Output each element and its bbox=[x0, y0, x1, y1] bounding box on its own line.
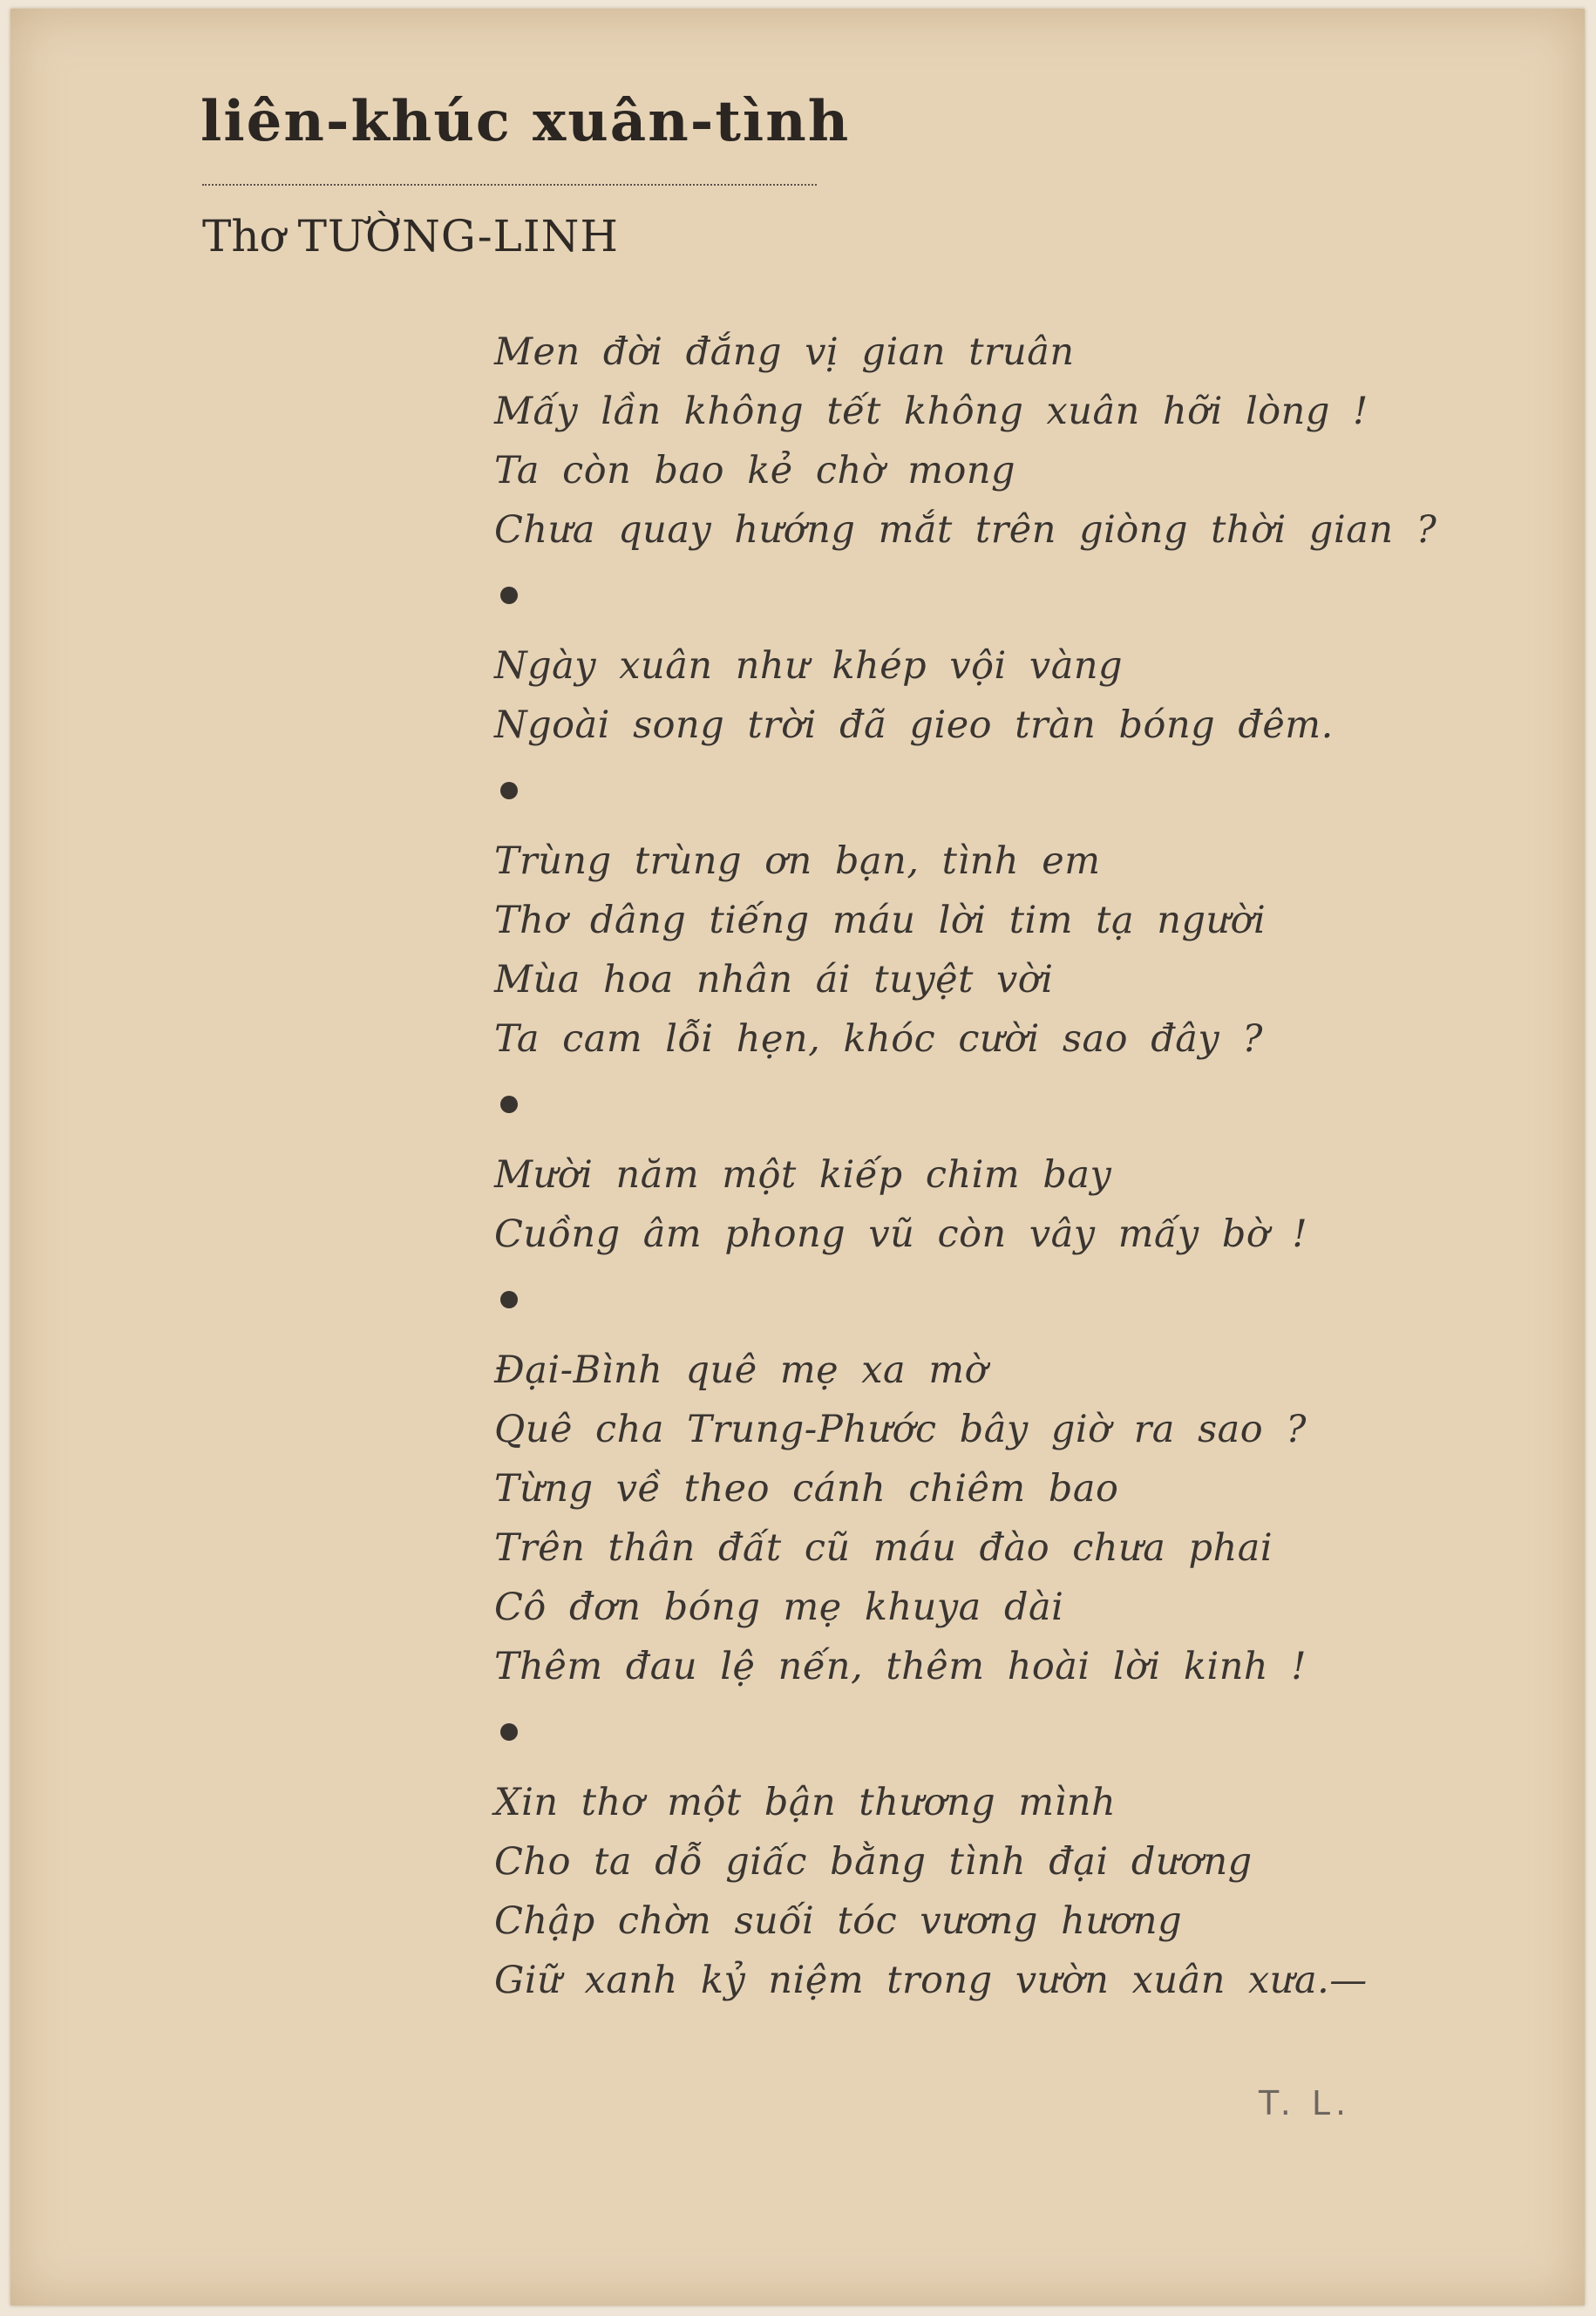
stanza-separator bbox=[494, 1696, 1366, 1773]
bullet-dot-icon bbox=[500, 587, 518, 604]
poem-line: Mùa hoa nhân ái tuyệt vời bbox=[494, 958, 1054, 1002]
byline-prefix: Thơ bbox=[202, 211, 286, 261]
poem-line: Cô đơn bóng mẹ khuya dài bbox=[494, 1586, 1064, 1629]
poem-line: Ngày xuân như khép vội vàng bbox=[494, 644, 1124, 688]
poem-line: Quê cha Trung-Phước bây giờ ra sao ? bbox=[494, 1408, 1307, 1451]
stanza-separator bbox=[494, 755, 1366, 832]
poem-line: Chập chờn suối tóc vương hương bbox=[494, 1899, 1183, 1943]
poem-title: liên-khúc xuân-tình bbox=[200, 89, 851, 154]
stanza bbox=[494, 1341, 1366, 1696]
bullet-dot-icon bbox=[500, 782, 518, 799]
poem-line: Ta cam lỗi hẹn, khóc cười sao đây ? bbox=[494, 1017, 1263, 1061]
poem-line: Đại-Bình quê mẹ xa mờ bbox=[494, 1348, 988, 1392]
poem-line: Từng về theo cánh chiêm bao bbox=[494, 1467, 1119, 1511]
poem-line: Mấy lần không tết không xuân hỡi lòng ! bbox=[494, 390, 1368, 433]
poem-line: Mười năm một kiếp chim bay bbox=[494, 1153, 1112, 1197]
bullet-dot-icon bbox=[500, 1723, 518, 1741]
poem-line: Giữ xanh kỷ niệm trong vườn xuân xưa.— bbox=[494, 1959, 1368, 2002]
signature-initials: T. L. bbox=[1259, 2084, 1352, 2122]
poem-line: Trên thân đất cũ máu đào chưa phai bbox=[494, 1526, 1273, 1570]
poem-line: Chưa quay hướng mắt trên giòng thời gian ? bbox=[494, 508, 1437, 552]
stanza bbox=[494, 832, 1366, 1069]
poem-line: Ta còn bao kẻ chờ mong bbox=[494, 449, 1016, 492]
title-divider bbox=[202, 184, 817, 186]
poem-line: Xin thơ một bận thương mình bbox=[494, 1781, 1117, 1824]
stanza bbox=[494, 323, 1437, 560]
stanza-separator bbox=[494, 560, 1366, 636]
author-name: TƯỜNG-LINH bbox=[297, 211, 619, 261]
poem-line: Thơ dâng tiếng máu lời tim tạ người bbox=[494, 899, 1267, 942]
stanza-separator bbox=[494, 1264, 1366, 1341]
poem-line: Cho ta dỗ giấc bằng tình đại dương bbox=[494, 1840, 1253, 1884]
stanza bbox=[494, 636, 1366, 755]
bullet-dot-icon bbox=[500, 1291, 518, 1308]
stanza-separator bbox=[494, 1069, 1366, 1145]
poem-line: Thêm đau lệ nến, thêm hoài lời kinh ! bbox=[494, 1645, 1307, 1688]
byline bbox=[202, 211, 619, 261]
poem-page bbox=[10, 9, 1585, 2306]
stanza bbox=[494, 1145, 1366, 1264]
stanza bbox=[494, 1773, 1366, 2010]
poem-body bbox=[494, 323, 1437, 2010]
bullet-dot-icon bbox=[500, 1096, 518, 1113]
poem-line: Men đời đắng vị gian truân bbox=[494, 330, 1075, 374]
poem-line: Trùng trùng ơn bạn, tình em bbox=[494, 839, 1101, 883]
poem-line: Cuồng âm phong vũ còn vây mấy bờ ! bbox=[494, 1212, 1308, 1256]
poem-line: Ngoài song trời đã gieo tràn bóng đêm. bbox=[494, 703, 1334, 747]
